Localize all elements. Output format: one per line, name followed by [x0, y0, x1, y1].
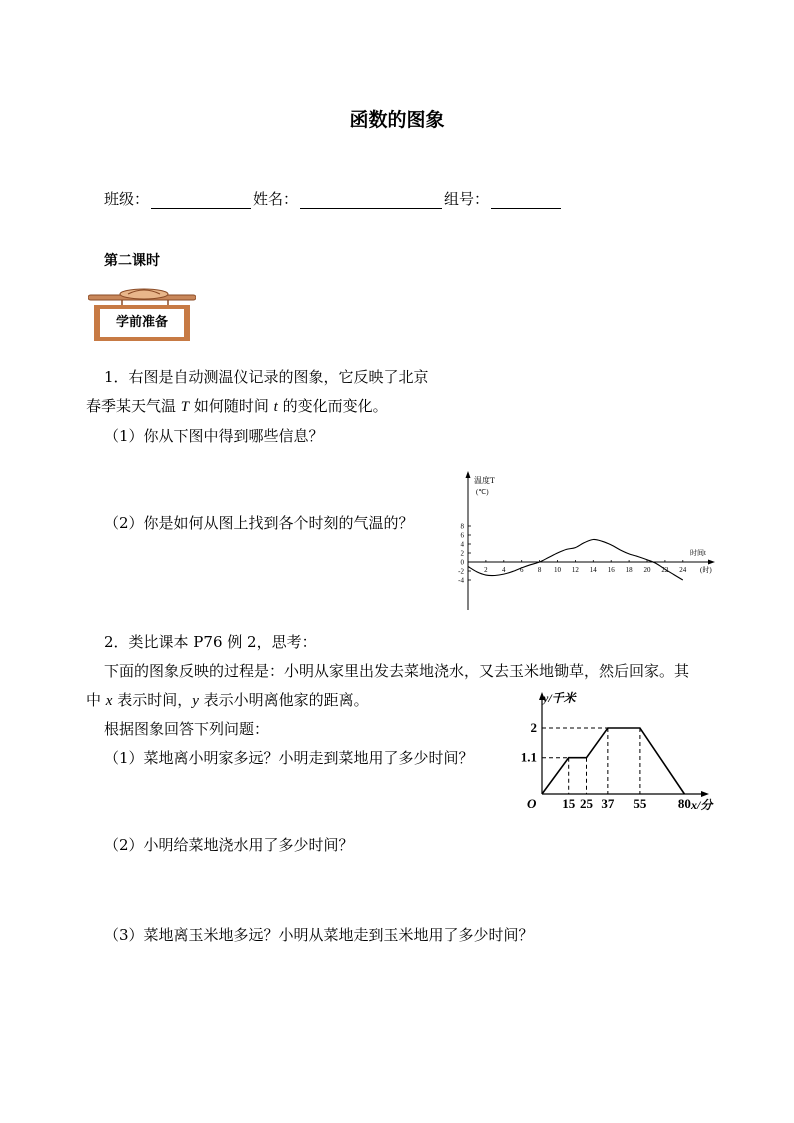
- distance-series-line: [542, 728, 684, 794]
- q1-line2-text-c: 的变化而变化。: [277, 397, 388, 415]
- q1-line2: [86, 395, 388, 418]
- q2-sub2: （2）小明给菜地浇水用了多少时间？: [104, 836, 354, 854]
- distance-origin-label: O: [527, 796, 537, 811]
- distance-xlabel: x/分: [691, 798, 713, 812]
- q2-sub3: （3）菜地离玉米地多远？小明从菜地走到玉米地用了多少时间？: [104, 926, 534, 944]
- temperature-x-tick-label: 14: [589, 566, 597, 574]
- temperature-ylabel: 温度T: [474, 476, 495, 485]
- distance-x-tick-label: 37: [601, 796, 615, 811]
- banner-label: 学前准备: [115, 315, 168, 330]
- temperature-y-tick-label: 8: [460, 522, 464, 531]
- q1-sub2: （2）你是如何从图上找到各个时刻的气温的？: [104, 514, 414, 532]
- group-blank[interactable]: [491, 192, 561, 209]
- distance-x-tick-label: 15: [562, 796, 576, 811]
- temperature-x-tick-label: 12: [571, 566, 579, 574]
- temperature-x-tick-label: 24: [679, 566, 687, 574]
- temperature-xunit: (时): [700, 566, 712, 574]
- temperature-y-tick-label: 4: [460, 540, 464, 549]
- temperature-yunit: (℃): [476, 488, 489, 496]
- temperature-x-tick-label: 8: [537, 566, 542, 574]
- distance-y-tick-label: 1.1: [520, 749, 537, 765]
- var-y: y: [192, 693, 199, 709]
- temperature-x-tick-label: 4: [502, 566, 506, 574]
- temperature-y-tick-label: 2: [460, 549, 464, 558]
- name-label: 姓名：: [253, 190, 299, 208]
- distance-y-tick-label: 2: [530, 720, 537, 735]
- temperature-chart: [450, 468, 718, 612]
- q1-line2-text-b: 如何随时间: [189, 397, 274, 415]
- group-label: 组号：: [444, 190, 490, 208]
- distance-chart: [505, 686, 730, 814]
- q2-line3-text-c: 表示小明离他家的距离。: [198, 691, 369, 709]
- var-t: t: [273, 399, 278, 415]
- distance-axes: [539, 692, 709, 797]
- q2-line3-text-b: 表示时间，: [112, 691, 193, 709]
- q2-line2: 下面的图象反映的过程是：小明从家里出发去菜地浇水，又去玉米地锄草，然后回家。其: [104, 662, 690, 680]
- temperature-x-tick-label: 22: [661, 566, 669, 574]
- temperature-x-tick-label: 10: [554, 566, 561, 574]
- distance-x-tick-label: 55: [633, 796, 647, 811]
- q1-sub1: （1）你从下图中得到哪些信息？: [104, 427, 324, 445]
- name-blank[interactable]: [300, 192, 442, 209]
- temperature-xlabel: 时间t: [690, 549, 706, 557]
- page-title: 函数的图象: [349, 109, 445, 131]
- temperature-y-tick-label: -2: [458, 567, 464, 576]
- q1-line1: 1．右图是自动测温仪记录的图象，它反映了北京: [104, 368, 429, 386]
- lesson-heading: 第二课时: [104, 253, 160, 269]
- temperature-y-tick-label: 6: [460, 531, 464, 540]
- var-x: x: [105, 693, 113, 709]
- temperature-x-tick-label: 20: [643, 566, 651, 574]
- q1-line2-text-a: 春季某天气温: [86, 397, 181, 415]
- student-info-row: [104, 188, 563, 209]
- q2-line3: [86, 689, 369, 712]
- class-blank[interactable]: [151, 192, 251, 209]
- q2-line1: 2．类比课本 P76 例 2，思考：: [104, 633, 317, 651]
- q2-line3-text-a: 中: [86, 691, 106, 709]
- temperature-x-tick-label: 18: [625, 566, 633, 574]
- banner: [88, 284, 196, 344]
- distance-x-tick-label: 25: [580, 796, 593, 811]
- temperature-x-tick-label: 6: [519, 566, 524, 574]
- temperature-x-tick-label: 16: [607, 566, 615, 574]
- temperature-y-tick-label: -4: [458, 576, 464, 585]
- var-T: T: [180, 399, 190, 415]
- q2-sub1: （1）菜地离小明家多远？小明走到菜地用了多少时间？: [104, 749, 474, 767]
- q2-line4: 根据图象回答下列问题：: [104, 720, 270, 738]
- class-label: 班级：: [104, 190, 150, 208]
- temperature-y-tick-label: 0: [460, 558, 464, 567]
- temperature-x-tick-label: 2: [484, 566, 488, 574]
- distance-x-tick-label: 80: [677, 796, 691, 811]
- distance-ylabel: y/千米: [543, 691, 576, 705]
